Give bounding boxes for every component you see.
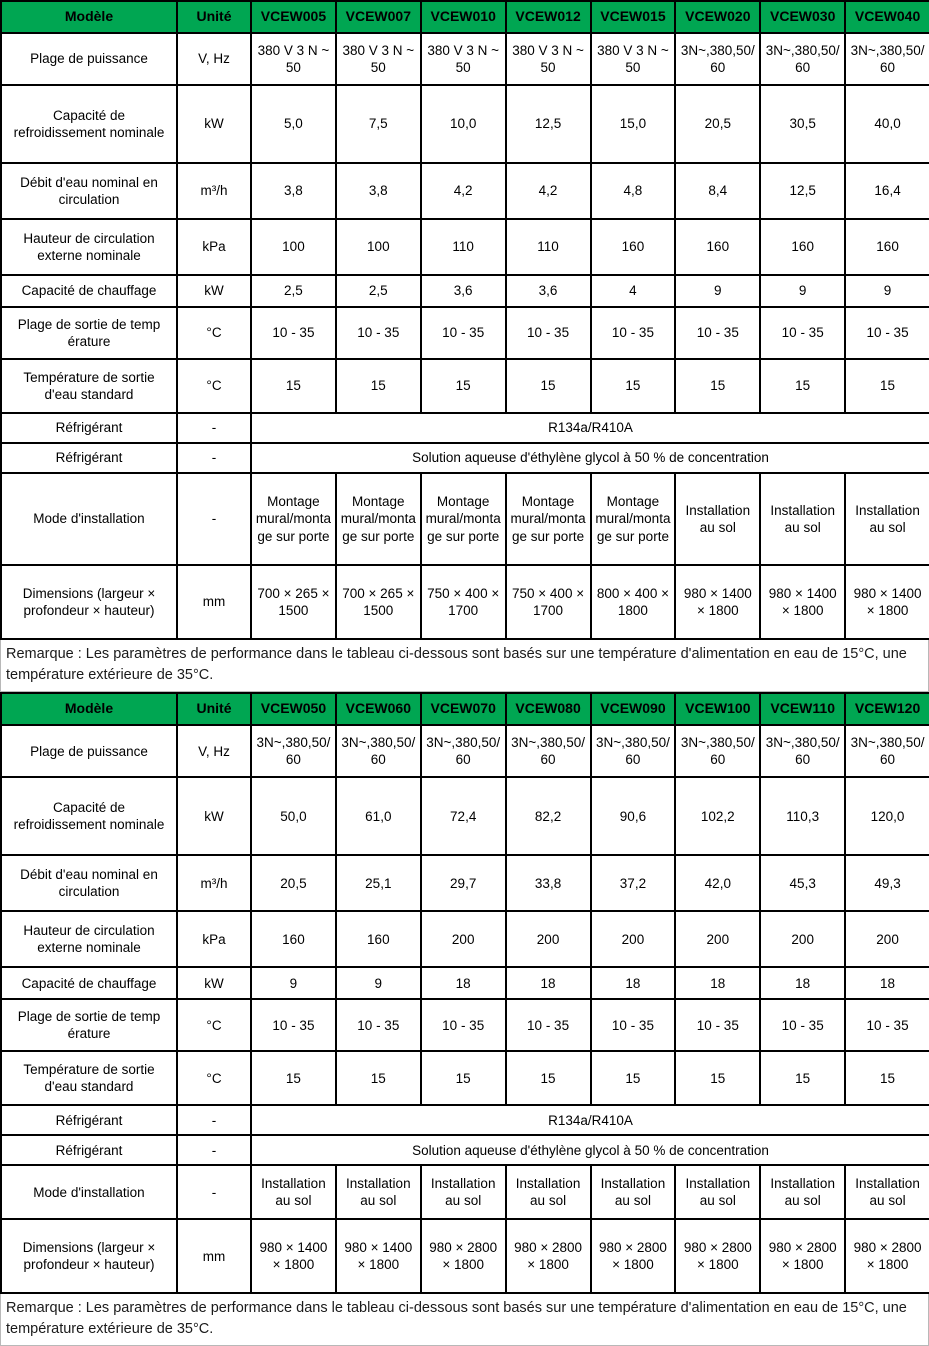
table-row	[1, 163, 929, 219]
cell-value: 4,8	[591, 163, 676, 219]
cell-value: 10 - 35	[675, 307, 760, 359]
table-row	[1, 777, 929, 855]
cell-value: 4	[591, 275, 676, 307]
cell-value: Installation au sol	[421, 1165, 506, 1219]
cell-value: 800 × 400 × 1800	[591, 565, 676, 639]
cell-value: 15	[845, 359, 929, 413]
cell-value-merged-coolant: Solution aqueuse d'éthylène glycol à 50 % de concentration	[251, 1135, 929, 1165]
cell-value: Montage mural/montage sur porte	[251, 473, 336, 565]
cell-value: 3N~,380,50/60	[506, 725, 591, 777]
cell-value: 3N~,380,50/60	[675, 33, 760, 85]
row-label-coolant: Réfrigérant	[1, 443, 177, 473]
cell-value: 10 - 35	[251, 999, 336, 1051]
row-unit-cooling-capacity: kW	[177, 777, 251, 855]
header-unit: Unité	[177, 1, 251, 33]
cell-value: 15	[251, 1051, 336, 1105]
cell-value: 20,5	[675, 85, 760, 163]
cell-value: 2,5	[336, 275, 421, 307]
cell-value: 100	[251, 219, 336, 275]
row-label-external-head: Hauteur de circulation externe nominale	[1, 219, 177, 275]
note-text-table-1: Remarque : Les paramètres de performance dans le tableau ci-dessous sont basés sur une température d'alimentation en eau de 15°C, une température extérieure de 35°C.	[1, 640, 929, 692]
table-row	[1, 1135, 929, 1165]
cell-value: 200	[675, 911, 760, 967]
cell-value: Installation au sol	[845, 1165, 929, 1219]
cell-value: 2,5	[251, 275, 336, 307]
row-unit-power-range: V, Hz	[177, 33, 251, 85]
note-text-table-2: Remarque : Les paramètres de performance dans le tableau ci-dessous sont basés sur une température d'alimentation en eau de 15°C, une température extérieure de 35°C.	[1, 1294, 929, 1346]
cell-value: 15	[760, 1051, 845, 1105]
row-unit-installation-mode: -	[177, 1165, 251, 1219]
header-unit: Unité	[177, 693, 251, 725]
table-row	[1, 1051, 929, 1105]
cell-value: 10 - 35	[506, 307, 591, 359]
table-row	[1, 33, 929, 85]
table-row	[1, 999, 929, 1051]
row-label-coolant: Réfrigérant	[1, 1135, 177, 1165]
row-label-standard-outlet-temp: Température de sortie d'eau standard	[1, 1051, 177, 1105]
row-label-water-flow: Débit d'eau nominal en circulation	[1, 855, 177, 911]
cell-value: 160	[251, 911, 336, 967]
row-label-outlet-temp-range: Plage de sortie de temp érature	[1, 307, 177, 359]
row-label-standard-outlet-temp: Température de sortie d'eau standard	[1, 359, 177, 413]
row-unit-coolant: -	[177, 443, 251, 473]
cell-value: 10 - 35	[421, 999, 506, 1051]
cell-value: 15	[421, 359, 506, 413]
cell-value: 700 × 265 × 1500	[336, 565, 421, 639]
table-row	[1, 219, 929, 275]
cell-value: 160	[760, 219, 845, 275]
cell-value: 160	[591, 219, 676, 275]
cell-value: 3N~,380,50/60	[336, 725, 421, 777]
header-row	[1, 1, 929, 33]
header-model-vcew012: VCEW012	[506, 1, 591, 33]
header-model-vcew080: VCEW080	[506, 693, 591, 725]
cell-value: 15	[336, 359, 421, 413]
spec-table-2	[0, 692, 929, 1294]
header-model-vcew020: VCEW020	[675, 1, 760, 33]
row-unit-installation-mode: -	[177, 473, 251, 565]
cell-value: 15	[845, 1051, 929, 1105]
table-2-header	[1, 693, 929, 725]
cell-value: 3N~,380,50/60	[591, 725, 676, 777]
header-model-vcew040: VCEW040	[845, 1, 929, 33]
row-label-dimensions: Dimensions (largeur × profondeur × hauteur)	[1, 565, 177, 639]
cell-value: Installation au sol	[506, 1165, 591, 1219]
cell-value: 18	[760, 967, 845, 999]
cell-value: 5,0	[251, 85, 336, 163]
table-row	[1, 359, 929, 413]
cell-value: 980 × 2800 × 1800	[845, 1219, 929, 1293]
table-row	[1, 1219, 929, 1293]
cell-value: 8,4	[675, 163, 760, 219]
table-row	[1, 413, 929, 443]
cell-value: 10 - 35	[760, 307, 845, 359]
cell-value: 29,7	[421, 855, 506, 911]
cell-value: 49,3	[845, 855, 929, 911]
cell-value: 15	[506, 1051, 591, 1105]
cell-value: Montage mural/montage sur porte	[336, 473, 421, 565]
header-model-vcew005: VCEW005	[251, 1, 336, 33]
row-unit-outlet-temp-range: °C	[177, 307, 251, 359]
cell-value: 9	[675, 275, 760, 307]
cell-value: 10 - 35	[760, 999, 845, 1051]
cell-value: 3N~,380,50/60	[760, 33, 845, 85]
cell-value: 102,2	[675, 777, 760, 855]
cell-value: 45,3	[760, 855, 845, 911]
table-row	[1, 911, 929, 967]
cell-value: 160	[675, 219, 760, 275]
cell-value-merged-refrigerant: R134a/R410A	[251, 413, 929, 443]
cell-value: 10 - 35	[845, 307, 929, 359]
table-row	[1, 443, 929, 473]
table-2-body	[1, 725, 929, 1293]
cell-value: 15	[591, 1051, 676, 1105]
cell-value: 7,5	[336, 85, 421, 163]
cell-value: 380 V 3 N ~ 50	[421, 33, 506, 85]
row-label-refrigerant: Réfrigérant	[1, 1105, 177, 1135]
cell-value: 10,0	[421, 85, 506, 163]
row-unit-heating-capacity: kW	[177, 275, 251, 307]
header-model-vcew060: VCEW060	[336, 693, 421, 725]
cell-value: 100	[336, 219, 421, 275]
header-model-vcew010: VCEW010	[421, 1, 506, 33]
cell-value-merged-refrigerant: R134a/R410A	[251, 1105, 929, 1135]
cell-value: 37,2	[591, 855, 676, 911]
cell-value: 3,6	[421, 275, 506, 307]
table-row	[1, 85, 929, 163]
cell-value: Installation au sol	[760, 473, 845, 565]
note-row	[1, 640, 929, 692]
cell-value: 15	[506, 359, 591, 413]
header-model-vcew007: VCEW007	[336, 1, 421, 33]
cell-value: Installation au sol	[251, 1165, 336, 1219]
row-label-water-flow: Débit d'eau nominal en circulation	[1, 163, 177, 219]
cell-value: 160	[336, 911, 421, 967]
cell-value: Installation au sol	[675, 473, 760, 565]
cell-value: 3,8	[251, 163, 336, 219]
cell-value: 18	[675, 967, 760, 999]
note-row	[1, 1294, 929, 1346]
cell-value: 980 × 1400 × 1800	[336, 1219, 421, 1293]
row-unit-cooling-capacity: kW	[177, 85, 251, 163]
cell-value: 12,5	[506, 85, 591, 163]
row-unit-external-head: kPa	[177, 219, 251, 275]
cell-value: Montage mural/montage sur porte	[506, 473, 591, 565]
spec-table-1	[0, 0, 929, 640]
row-unit-refrigerant: -	[177, 1105, 251, 1135]
cell-value: 18	[421, 967, 506, 999]
row-unit-external-head: kPa	[177, 911, 251, 967]
cell-value: 980 × 2800 × 1800	[591, 1219, 676, 1293]
cell-value: 200	[591, 911, 676, 967]
cell-value: 10 - 35	[675, 999, 760, 1051]
cell-value: 3N~,380,50/60	[845, 725, 929, 777]
row-label-dimensions: Dimensions (largeur × profondeur × hauteur)	[1, 1219, 177, 1293]
table-1-header	[1, 1, 929, 33]
cell-value: 110	[421, 219, 506, 275]
row-unit-coolant: -	[177, 1135, 251, 1165]
table-row	[1, 307, 929, 359]
row-unit-standard-outlet-temp: °C	[177, 359, 251, 413]
header-model-vcew050: VCEW050	[251, 693, 336, 725]
cell-value: 9	[336, 967, 421, 999]
header-row	[1, 693, 929, 725]
cell-value: 380 V 3 N ~ 50	[506, 33, 591, 85]
header-model-vcew030: VCEW030	[760, 1, 845, 33]
cell-value: 200	[845, 911, 929, 967]
table-1-body	[1, 33, 929, 639]
cell-value: 50,0	[251, 777, 336, 855]
row-unit-water-flow: m³/h	[177, 855, 251, 911]
cell-value: 700 × 265 × 1500	[251, 565, 336, 639]
header-model-vcew090: VCEW090	[591, 693, 676, 725]
note-table-1	[0, 640, 929, 692]
row-label-outlet-temp-range: Plage de sortie de temp érature	[1, 999, 177, 1051]
cell-value: 82,2	[506, 777, 591, 855]
cell-value: 42,0	[675, 855, 760, 911]
cell-value: 33,8	[506, 855, 591, 911]
cell-value: 40,0	[845, 85, 929, 163]
cell-value: 10 - 35	[591, 999, 676, 1051]
row-label-heating-capacity: Capacité de chauffage	[1, 275, 177, 307]
cell-value: 10 - 35	[591, 307, 676, 359]
cell-value: 16,4	[845, 163, 929, 219]
cell-value: 980 × 1400 × 1800	[675, 565, 760, 639]
cell-value: 15	[675, 359, 760, 413]
cell-value: 90,6	[591, 777, 676, 855]
cell-value: 200	[760, 911, 845, 967]
cell-value: 750 × 400 × 1700	[421, 565, 506, 639]
row-unit-standard-outlet-temp: °C	[177, 1051, 251, 1105]
cell-value: 3,8	[336, 163, 421, 219]
table-row	[1, 967, 929, 999]
cell-value: 980 × 2800 × 1800	[760, 1219, 845, 1293]
cell-value: 200	[506, 911, 591, 967]
header-model-vcew015: VCEW015	[591, 1, 676, 33]
row-unit-refrigerant: -	[177, 413, 251, 443]
cell-value: 15,0	[591, 85, 676, 163]
table-row	[1, 1105, 929, 1135]
cell-value: 980 × 1400 × 1800	[845, 565, 929, 639]
cell-value: 980 × 2800 × 1800	[421, 1219, 506, 1293]
cell-value: 61,0	[336, 777, 421, 855]
cell-value: 380 V 3 N ~ 50	[591, 33, 676, 85]
row-unit-dimensions: mm	[177, 1219, 251, 1293]
cell-value: 18	[845, 967, 929, 999]
row-label-cooling-capacity: Capacité de refroidissement nominale	[1, 85, 177, 163]
row-label-power-range: Plage de puissance	[1, 33, 177, 85]
cell-value: 750 × 400 × 1700	[506, 565, 591, 639]
cell-value: Montage mural/montage sur porte	[421, 473, 506, 565]
cell-value: 9	[251, 967, 336, 999]
cell-value: 18	[591, 967, 676, 999]
cell-value: 4,2	[506, 163, 591, 219]
cell-value: Installation au sol	[675, 1165, 760, 1219]
header-model-vcew120: VCEW120	[845, 693, 929, 725]
cell-value: Montage mural/montage sur porte	[591, 473, 676, 565]
cell-value: 980 × 2800 × 1800	[506, 1219, 591, 1293]
cell-value: 980 × 1400 × 1800	[760, 565, 845, 639]
table-row	[1, 565, 929, 639]
cell-value: 160	[845, 219, 929, 275]
header-model-vcew110: VCEW110	[760, 693, 845, 725]
row-label-external-head: Hauteur de circulation externe nominale	[1, 911, 177, 967]
cell-value: 10 - 35	[251, 307, 336, 359]
header-model: Modèle	[1, 1, 177, 33]
cell-value: 15	[591, 359, 676, 413]
cell-value: 12,5	[760, 163, 845, 219]
row-unit-water-flow: m³/h	[177, 163, 251, 219]
cell-value: 10 - 35	[845, 999, 929, 1051]
cell-value: 10 - 35	[336, 999, 421, 1051]
table-row	[1, 725, 929, 777]
row-label-power-range: Plage de puissance	[1, 725, 177, 777]
cell-value: 380 V 3 N ~ 50	[336, 33, 421, 85]
cell-value: 3N~,380,50/60	[675, 725, 760, 777]
row-unit-dimensions: mm	[177, 565, 251, 639]
cell-value: 3N~,380,50/60	[760, 725, 845, 777]
header-model-vcew070: VCEW070	[421, 693, 506, 725]
header-model: Modèle	[1, 693, 177, 725]
cell-value: 110	[506, 219, 591, 275]
cell-value: 980 × 2800 × 1800	[675, 1219, 760, 1293]
cell-value: 15	[675, 1051, 760, 1105]
cell-value: Installation au sol	[336, 1165, 421, 1219]
table-row	[1, 855, 929, 911]
cell-value-merged-coolant: Solution aqueuse d'éthylène glycol à 50 % de concentration	[251, 443, 929, 473]
cell-value: 15	[251, 359, 336, 413]
cell-value: 980 × 1400 × 1800	[251, 1219, 336, 1293]
cell-value: 380 V 3 N ~ 50	[251, 33, 336, 85]
row-label-installation-mode: Mode d'installation	[1, 473, 177, 565]
row-label-installation-mode: Mode d'installation	[1, 1165, 177, 1219]
table-row	[1, 1165, 929, 1219]
cell-value: 120,0	[845, 777, 929, 855]
cell-value: 10 - 35	[506, 999, 591, 1051]
cell-value: Installation au sol	[591, 1165, 676, 1219]
cell-value: 15	[336, 1051, 421, 1105]
cell-value: 3N~,380,50/60	[845, 33, 929, 85]
row-unit-heating-capacity: kW	[177, 967, 251, 999]
note-table-2	[0, 1294, 929, 1346]
cell-value: 3N~,380,50/60	[251, 725, 336, 777]
row-label-heating-capacity: Capacité de chauffage	[1, 967, 177, 999]
cell-value: 20,5	[251, 855, 336, 911]
cell-value: 110,3	[760, 777, 845, 855]
row-unit-outlet-temp-range: °C	[177, 999, 251, 1051]
cell-value: Installation au sol	[760, 1165, 845, 1219]
cell-value: 15	[760, 359, 845, 413]
cell-value: Installation au sol	[845, 473, 929, 565]
cell-value: 4,2	[421, 163, 506, 219]
cell-value: 25,1	[336, 855, 421, 911]
cell-value: 3N~,380,50/60	[421, 725, 506, 777]
cell-value: 9	[760, 275, 845, 307]
table-row	[1, 275, 929, 307]
cell-value: 72,4	[421, 777, 506, 855]
row-label-cooling-capacity: Capacité de refroidissement nominale	[1, 777, 177, 855]
cell-value: 3,6	[506, 275, 591, 307]
cell-value: 15	[421, 1051, 506, 1105]
row-unit-power-range: V, Hz	[177, 725, 251, 777]
row-label-refrigerant: Réfrigérant	[1, 413, 177, 443]
cell-value: 200	[421, 911, 506, 967]
cell-value: 9	[845, 275, 929, 307]
cell-value: 10 - 35	[336, 307, 421, 359]
cell-value: 10 - 35	[421, 307, 506, 359]
table-row	[1, 473, 929, 565]
cell-value: 30,5	[760, 85, 845, 163]
header-model-vcew100: VCEW100	[675, 693, 760, 725]
cell-value: 18	[506, 967, 591, 999]
